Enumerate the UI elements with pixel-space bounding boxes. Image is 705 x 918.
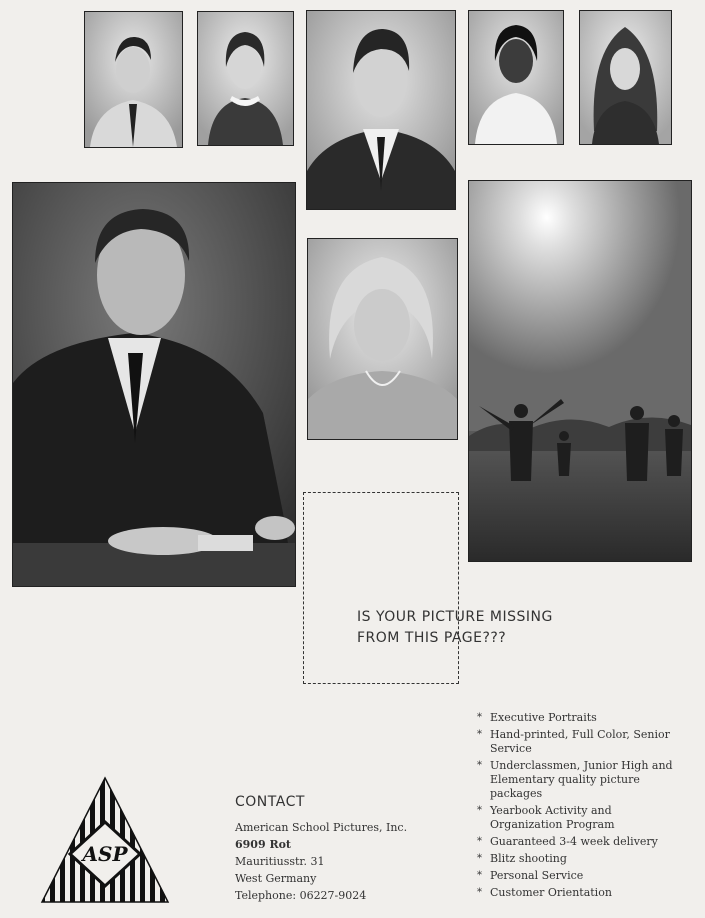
portrait-photo-young-woman-4 [307, 238, 458, 440]
portrait-photo-man-at-desk [12, 182, 296, 587]
portrait-photo-young-woman-2 [468, 10, 564, 145]
contact-telephone: Telephone: 06227-9024 [235, 889, 367, 902]
portrait-photo-young-man-2 [306, 10, 456, 210]
missing-picture-placeholder [303, 492, 459, 684]
outdoor-activity-photo [468, 180, 692, 562]
asp-logo [40, 776, 170, 904]
contact-block [235, 794, 407, 904]
portrait-photo-young-man-1 [84, 11, 183, 148]
service-item: * Guaranteed 3-4 week delivery [477, 835, 687, 849]
contact-heading: CONTACT [235, 794, 305, 810]
service-item: * Yearbook Activity and Organization Program [477, 804, 687, 832]
service-item: * Blitz shooting [477, 852, 687, 866]
services-list [477, 711, 687, 903]
contact-street: Mauritiusstr. 31 [235, 855, 325, 868]
contact-city-code: 6909 Rot [235, 838, 292, 851]
missing-picture-line-2: FROM THIS PAGE??? [357, 630, 507, 646]
missing-picture-line-1: IS YOUR PICTURE MISSING [357, 609, 553, 625]
service-item: * Underclassmen, Junior High and Elementary quality picture packages [477, 759, 687, 801]
contact-company: American School Pictures, Inc. [235, 821, 408, 834]
missing-picture-notice [357, 607, 553, 649]
service-item: * Customer Orientation [477, 886, 687, 900]
service-item: * Hand-printed, Full Color, Senior Service [477, 728, 687, 756]
service-item: * Executive Portraits [477, 711, 687, 725]
portrait-photo-young-woman-3 [579, 10, 672, 145]
service-item: * Personal Service [477, 869, 687, 883]
portrait-photo-young-woman-1 [197, 11, 294, 146]
contact-country: West Germany [235, 872, 317, 885]
logo-letters: ASP [82, 842, 128, 866]
